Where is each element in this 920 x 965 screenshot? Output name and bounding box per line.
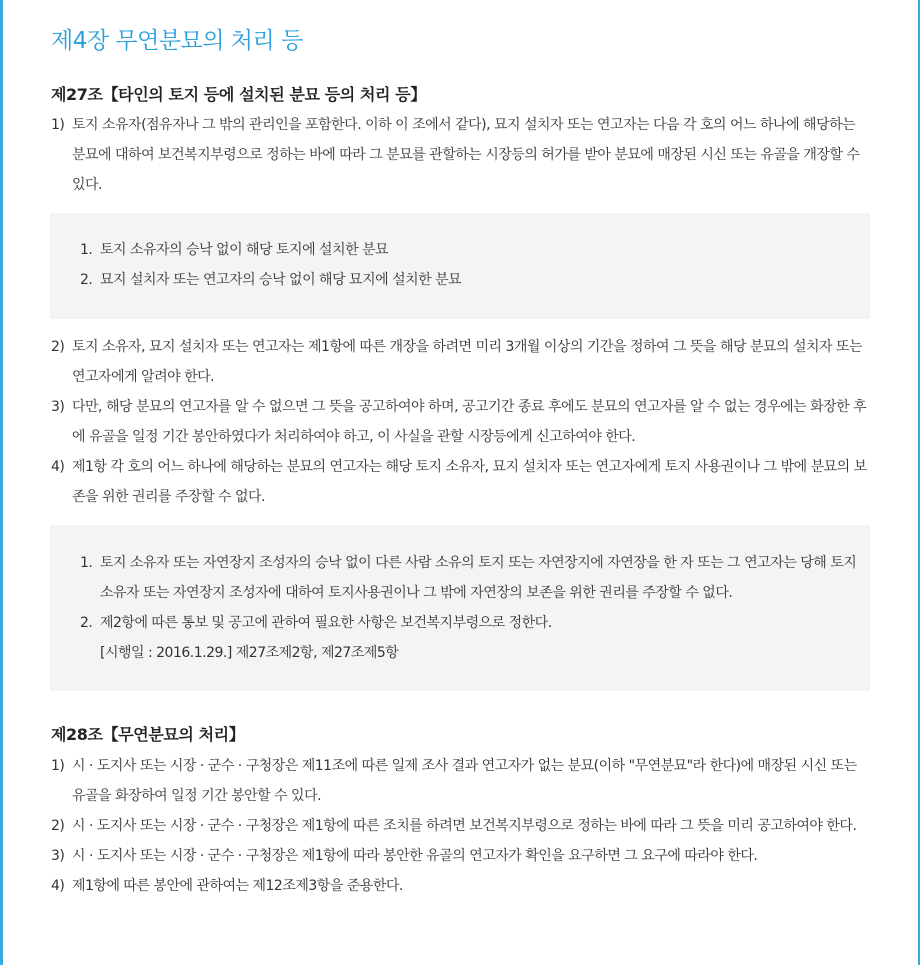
paragraph-text: 토지 소유자(점유자나 그 밖의 관리인을 포함한다. 이하 이 조에서 같다), 묘지 설치자 또는 연고자는 다음 각 호의 어느 하나에 해당하는 분묘에 대하여 보건복지부령으로 정하는 바에 따라 그 분묘를 관할하는 시장등의 허가를 받아 분묘에 매장된 시신 또는 유골을 개장할 수 있다.	[72, 117, 860, 193]
paragraph-number: 1)	[51, 758, 65, 774]
item-1	[50, 548, 870, 608]
paragraph-4	[51, 871, 871, 901]
paragraph-number: 1)	[51, 117, 65, 133]
paragraph-1	[51, 110, 871, 200]
paragraph-1	[51, 751, 871, 811]
paragraph-2	[51, 332, 871, 392]
item-1	[50, 235, 870, 265]
paragraph-number: 2)	[51, 339, 65, 355]
paragraph-2	[51, 811, 871, 841]
paragraph-number: 4)	[51, 878, 65, 894]
paragraph-number: 4)	[51, 459, 65, 475]
item-text: 묘지 설치자 또는 연고자의 승낙 없이 해당 묘지에 설치한 분묘	[100, 272, 462, 288]
article-27-paragraphs-a	[51, 110, 871, 200]
paragraph-number: 3)	[51, 399, 65, 415]
item-number: 2.	[80, 272, 93, 288]
paragraph-3	[51, 392, 871, 452]
paragraph-text: 토지 소유자, 묘지 설치자 또는 연고자는 제1항에 따른 개장을 하려면 미리 3개월 이상의 기간을 정하여 그 뜻을 해당 분묘의 설치자 또는 연고자에게 알려야 한다.	[72, 339, 863, 385]
paragraph-text: 시 · 도지사 또는 시장 · 군수 · 구청장은 제1항에 따라 봉안한 유골의 연고자가 확인을 요구하면 그 요구에 따라야 한다.	[72, 848, 758, 864]
left-border	[0, 0, 3, 965]
article-27-title: 제27조【타인의 토지 등에 설치된 분묘 등의 처리 등】	[51, 85, 426, 104]
effective-date-note: [시행일 : 2016.1.29.] 제27조제2항, 제27조제5항	[100, 645, 399, 661]
paragraph-text: 다만, 해당 분묘의 연고자를 알 수 없으면 그 뜻을 공고하여야 하며, 공고기간 종료 후에도 분묘의 연고자를 알 수 없는 경우에는 화장한 후에 유골을 일정 기간 봉안하였다가 처리하여야 하고, 이 사실을 관할 시장등에게 신고하여야 한다.	[72, 399, 867, 445]
paragraph-number: 2)	[51, 818, 65, 834]
article-28-paragraphs	[51, 751, 871, 901]
item-text: 제2항에 따른 통보 및 공고에 관하여 필요한 사항은 보건복지부령으로 정한다.	[100, 615, 552, 631]
article-27-item-box-1	[50, 213, 870, 319]
chapter-title: 제4장 무연분묘의 처리 등	[51, 28, 303, 54]
item-2	[50, 608, 870, 668]
item-number: 1.	[80, 555, 93, 571]
item-text: 토지 소유자 또는 자연장지 조성자의 승낙 없이 다른 사람 소유의 토지 또는 자연장지에 자연장을 한 자 또는 그 연고자는 당해 토지 소유자 또는 자연장지 조성자에 대하여 토지사용권이나 그 밖에 자연장의 보존을 위한 권리를 주장할 수 없다.	[100, 555, 857, 601]
paragraph-4	[51, 452, 871, 512]
paragraph-number: 3)	[51, 848, 65, 864]
paragraph-text: 시 · 도지사 또는 시장 · 군수 · 구청장은 제1항에 따른 조치를 하려면 보건복지부령으로 정하는 바에 따라 그 뜻을 미리 공고하여야 한다.	[72, 818, 857, 834]
article-27-paragraphs-b	[51, 332, 871, 512]
item-number: 1.	[80, 242, 93, 258]
paragraph-3	[51, 841, 871, 871]
item-2	[50, 265, 870, 295]
item-text: 토지 소유자의 승낙 없이 해당 토지에 설치한 분묘	[100, 242, 389, 258]
article-27-item-box-2	[50, 525, 870, 691]
paragraph-text: 제1항 각 호의 어느 하나에 해당하는 분묘의 연고자는 해당 토지 소유자, 묘지 설치자 또는 연고자에게 토지 사용권이나 그 밖에 분묘의 보존을 위한 권리를 주장할 수 없다.	[72, 459, 867, 505]
item-number: 2.	[80, 615, 93, 631]
paragraph-text: 제1항에 따른 봉안에 관하여는 제12조제3항을 준용한다.	[72, 878, 403, 894]
paragraph-text: 시 · 도지사 또는 시장 · 군수 · 구청장은 제11조에 따른 일제 조사 결과 연고자가 없는 분묘(이하 "무연분묘"라 한다)에 매장된 시신 또는 유골을 화장하여 일정 기간 봉안할 수 있다.	[72, 758, 857, 804]
article-28-title: 제28조【무연분묘의 처리】	[51, 725, 245, 744]
